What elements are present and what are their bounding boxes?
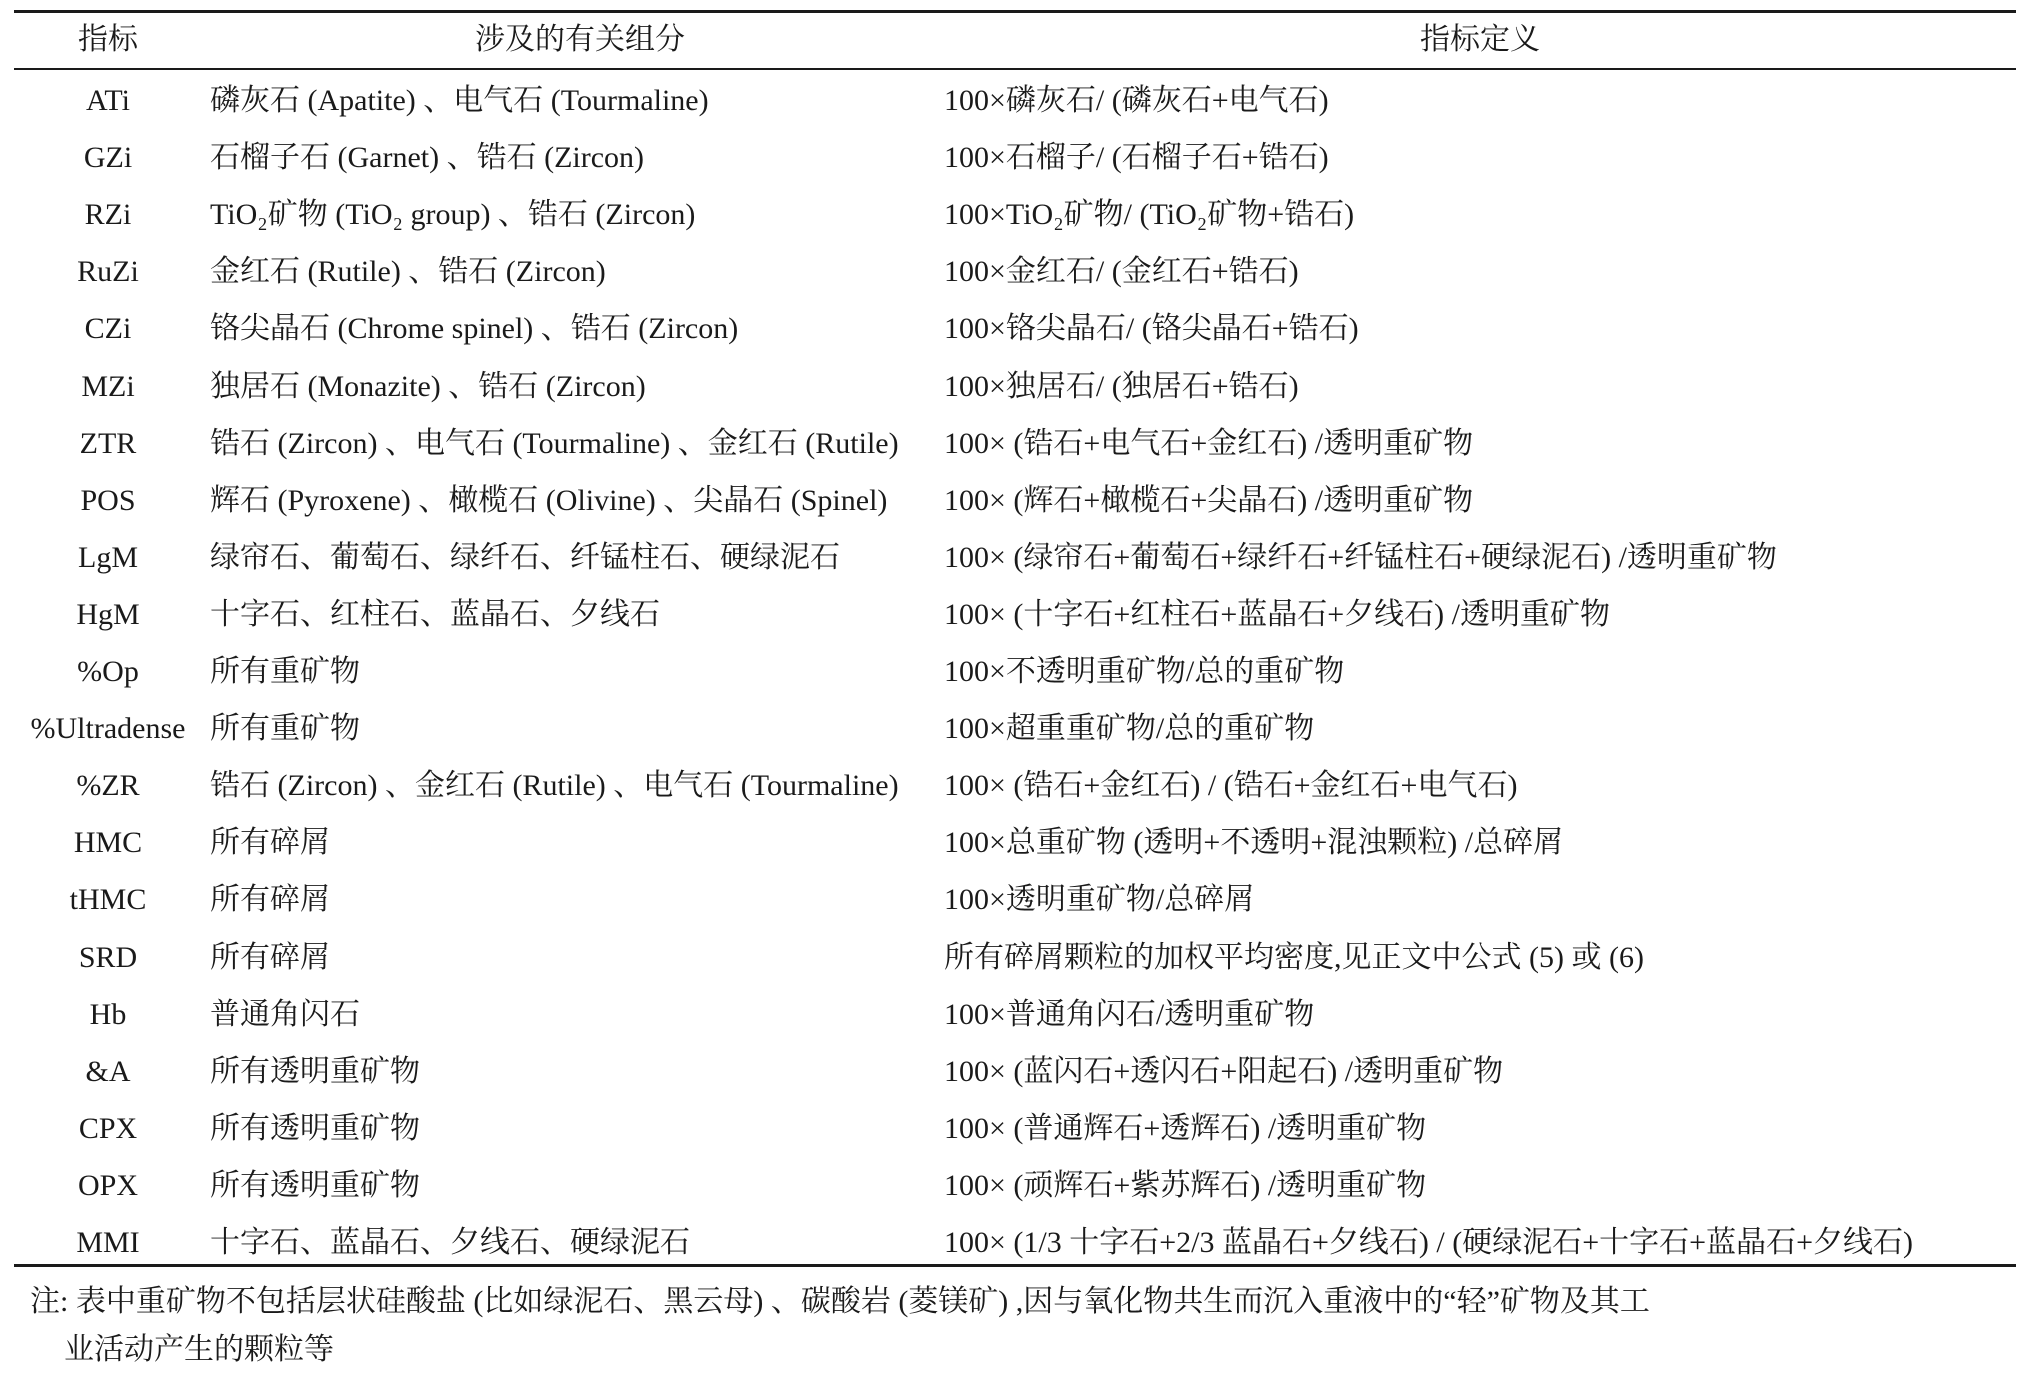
- table-row: [14, 1043, 2016, 1100]
- definition-cell: 100× (辉石+橄榄石+尖晶石) /透明重矿物: [944, 483, 1474, 517]
- components-cell: 十字石、红柱石、蓝晶石、夕线石: [210, 597, 660, 631]
- table-bottom-rule: [14, 1264, 2016, 1267]
- components-cell: 所有重矿物: [210, 712, 360, 746]
- table-row: [14, 358, 2016, 415]
- table-row: [14, 186, 2016, 243]
- definition-cell: 100×TiO₂矿物/ (TiO₂矿物+锆石): [944, 198, 1355, 232]
- definition-cell: 100×磷灰石/ (磷灰石+电气石): [944, 84, 1329, 117]
- table-row: [14, 757, 2016, 814]
- indicator-cell: ATi: [86, 84, 130, 117]
- indicator-cell: SRD: [78, 940, 138, 974]
- indicator-cell: GZi: [83, 141, 133, 175]
- definition-cell: 100×普通角闪石/透明重矿物: [944, 997, 1315, 1031]
- table-row: [14, 1214, 2016, 1271]
- table-header-rule: [14, 68, 2016, 70]
- definition-cell: 100×石榴子/ (石榴子石+锆石): [944, 141, 1329, 175]
- components-cell: 所有透明重矿物: [210, 1054, 420, 1088]
- table-row: [14, 472, 2016, 529]
- table-row: [14, 415, 2016, 472]
- components-cell: 普通角闪石: [210, 997, 360, 1031]
- components-cell: 十字石、蓝晶石、夕线石、硬绿泥石: [210, 1226, 690, 1259]
- table-row: [14, 871, 2016, 928]
- indicator-cell: MZi: [81, 369, 135, 403]
- components-cell: 绿帘石、葡萄石、绿纤石、纤锰柱石、硬绿泥石: [210, 540, 840, 574]
- components-cell: 锆石 (Zircon) 、电气石 (Tourmaline) 、金红石 (Rutile): [210, 426, 899, 460]
- table-row: [14, 72, 2016, 129]
- definition-cell: 100× (1/3 十字石+2/3 蓝晶石+夕线石) / (硬绿泥石+十字石+蓝晶石+夕线石): [944, 1226, 1913, 1259]
- components-cell: 所有透明重矿物: [210, 1111, 420, 1145]
- indicator-cell: HgM: [76, 597, 140, 631]
- indicator-cell: CZi: [84, 312, 132, 346]
- indicator-cell: Hb: [89, 997, 127, 1031]
- table-row: [14, 529, 2016, 586]
- components-cell: 铬尖晶石 (Chrome spinel) 、锆石 (Zircon): [210, 312, 739, 346]
- table-row: [14, 300, 2016, 357]
- table-row: [14, 700, 2016, 757]
- components-cell: 所有重矿物: [210, 655, 360, 688]
- definition-cell: 100× (绿帘石+葡萄石+绿纤石+纤锰柱石+硬绿泥石) /透明重矿物: [944, 540, 1777, 574]
- definition-cell: 100×金红石/ (金红石+锆石): [944, 255, 1299, 289]
- indicator-cell: &A: [85, 1054, 131, 1088]
- table-row: [14, 929, 2016, 986]
- definition-cell: 100× (锆石+电气石+金红石) /透明重矿物: [944, 426, 1474, 460]
- table-row: [14, 243, 2016, 300]
- components-cell: 独居石 (Monazite) 、锆石 (Zircon): [210, 369, 646, 403]
- definition-cell: 100×铬尖晶石/ (铬尖晶石+锆石): [944, 312, 1359, 346]
- indicator-cell: CPX: [78, 1111, 138, 1145]
- indicator-cell: %Op: [77, 655, 139, 688]
- table-header-row: [14, 12, 2016, 68]
- header-components: 涉及的有关组分: [475, 23, 685, 56]
- definition-cell: 100× (顽辉石+紫苏辉石) /透明重矿物: [944, 1168, 1427, 1202]
- header-indicator: 指标: [78, 23, 138, 56]
- indicator-cell: RZi: [84, 198, 132, 232]
- components-cell: 所有碎屑: [210, 826, 330, 860]
- definition-cell: 100× (锆石+金红石) / (锆石+金红石+电气石): [944, 769, 1518, 803]
- indicator-cell: MMI: [76, 1226, 140, 1259]
- components-cell: 所有透明重矿物: [210, 1168, 420, 1202]
- definition-cell: 100×总重矿物 (透明+不透明+混浊颗粒) /总碎屑: [944, 826, 1564, 860]
- table-row: [14, 986, 2016, 1043]
- definition-cell: 所有碎屑颗粒的加权平均密度,见正文中公式 (5) 或 (6): [944, 940, 1644, 974]
- components-cell: 辉石 (Pyroxene) 、橄榄石 (Olivine) 、尖晶石 (Spinel): [210, 483, 888, 517]
- indicator-cell: HMC: [73, 826, 143, 860]
- indicator-cell: %ZR: [76, 769, 140, 803]
- definition-cell: 100× (蓝闪石+透闪石+阳起石) /透明重矿物: [944, 1054, 1504, 1088]
- table-row: [14, 814, 2016, 871]
- components-cell: TiO₂矿物 (TiO₂ group) 、锆石 (Zircon): [210, 198, 696, 232]
- table-row: [14, 586, 2016, 643]
- table-row: [14, 643, 2016, 700]
- indicator-cell: ZTR: [79, 426, 137, 460]
- components-cell: 磷灰石 (Apatite) 、电气石 (Tourmaline): [210, 84, 709, 117]
- table-row: [14, 1157, 2016, 1214]
- indicator-cell: %Ultradense: [30, 712, 186, 746]
- definition-cell: 100×不透明重矿物/总的重矿物: [944, 655, 1345, 688]
- components-cell: 所有碎屑: [210, 940, 330, 974]
- indicator-cell: RuZi: [77, 255, 139, 289]
- components-cell: 石榴子石 (Garnet) 、锆石 (Zircon): [210, 141, 645, 175]
- components-cell: 所有碎屑: [210, 883, 330, 917]
- indicator-cell: LgM: [78, 540, 138, 574]
- definition-cell: 100×透明重矿物/总碎屑: [944, 883, 1255, 917]
- definition-cell: 100×超重重矿物/总的重矿物: [944, 712, 1315, 746]
- table-row: [14, 129, 2016, 186]
- definition-cell: 100× (普通辉石+透辉石) /透明重矿物: [944, 1111, 1427, 1145]
- header-definition: 指标定义: [1420, 23, 1540, 56]
- definition-cell: 100× (十字石+红柱石+蓝晶石+夕线石) /透明重矿物: [944, 597, 1610, 631]
- table-row: [14, 1100, 2016, 1157]
- definition-cell: 100×独居石/ (独居石+锆石): [944, 369, 1299, 403]
- indicator-cell: OPX: [77, 1168, 138, 1202]
- indicator-cell: tHMC: [69, 883, 147, 917]
- note-line-1: 注: 表中重矿物不包括层状硅酸盐 (比如绿泥石、黑云母) 、碳酸岩 (菱镁矿) ,因与氧化物共生而沉入重液中的“轻”矿物及其工: [30, 1285, 1650, 1318]
- components-cell: 锆石 (Zircon) 、金红石 (Rutile) 、电气石 (Tourmaline): [210, 769, 899, 803]
- note-line-2: 业活动产生的颗粒等: [64, 1333, 334, 1366]
- indicator-cell: POS: [80, 483, 136, 517]
- components-cell: 金红石 (Rutile) 、锆石 (Zircon): [210, 255, 606, 289]
- table-note: [30, 1278, 1990, 1374]
